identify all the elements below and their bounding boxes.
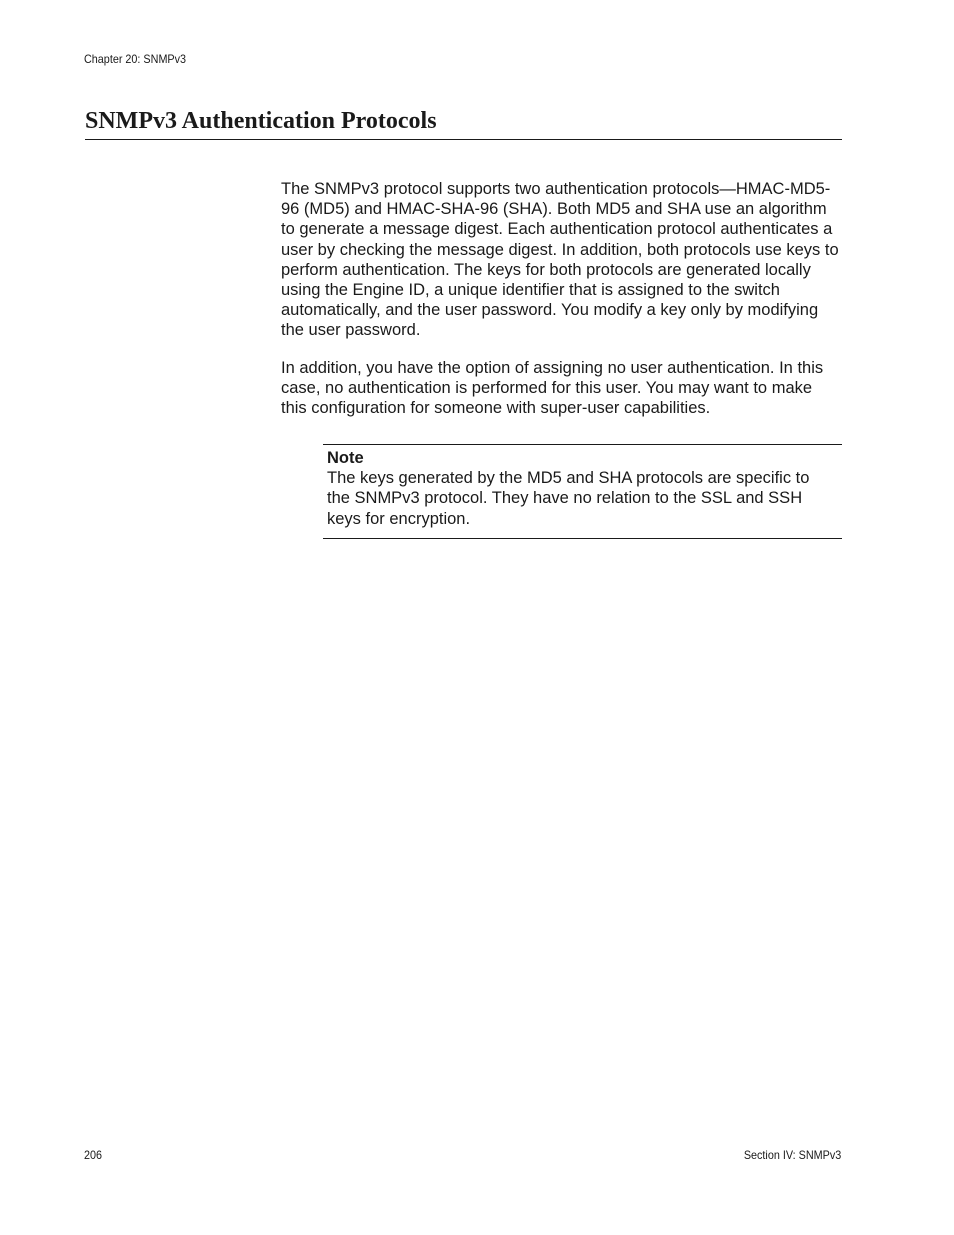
running-header: Chapter 20: SNMPv3 bbox=[84, 52, 187, 66]
section-title: SNMPv3 Authentication Protocols bbox=[85, 106, 842, 140]
body-paragraph: The SNMPv3 protocol supports two authentication protocols—HMAC-MD5-96 (MD5) and HMAC-SHA-96 (SHA). Both MD5 and SHA use an algorithm to generate a message digest. Each authentication protocol authenticates a user by checking the message digest. In addition, both protocols use keys to perform authentication. The keys for both protocols are generated locally using the Engine ID, a unique identifier that is assigned to the switch automatically, and the user password. You modify a key only by modifying the user password. bbox=[281, 180, 839, 340]
note-title: Note bbox=[327, 449, 364, 467]
page-number: 206 bbox=[84, 1148, 103, 1162]
note-text: The keys generated by the MD5 and SHA protocols are specific to the SNMPv3 protocol. They have no relation to the SSL and SSH keys for encryption. bbox=[327, 469, 810, 528]
note-box bbox=[323, 444, 842, 539]
body-paragraph: In addition, you have the option of assigning no user authentication. In this case, no authentication is performed for this user. You may want to make this configuration for someone with super-user capabilities. bbox=[281, 359, 824, 418]
footer-section-label: Section IV: SNMPv3 bbox=[743, 1148, 841, 1162]
